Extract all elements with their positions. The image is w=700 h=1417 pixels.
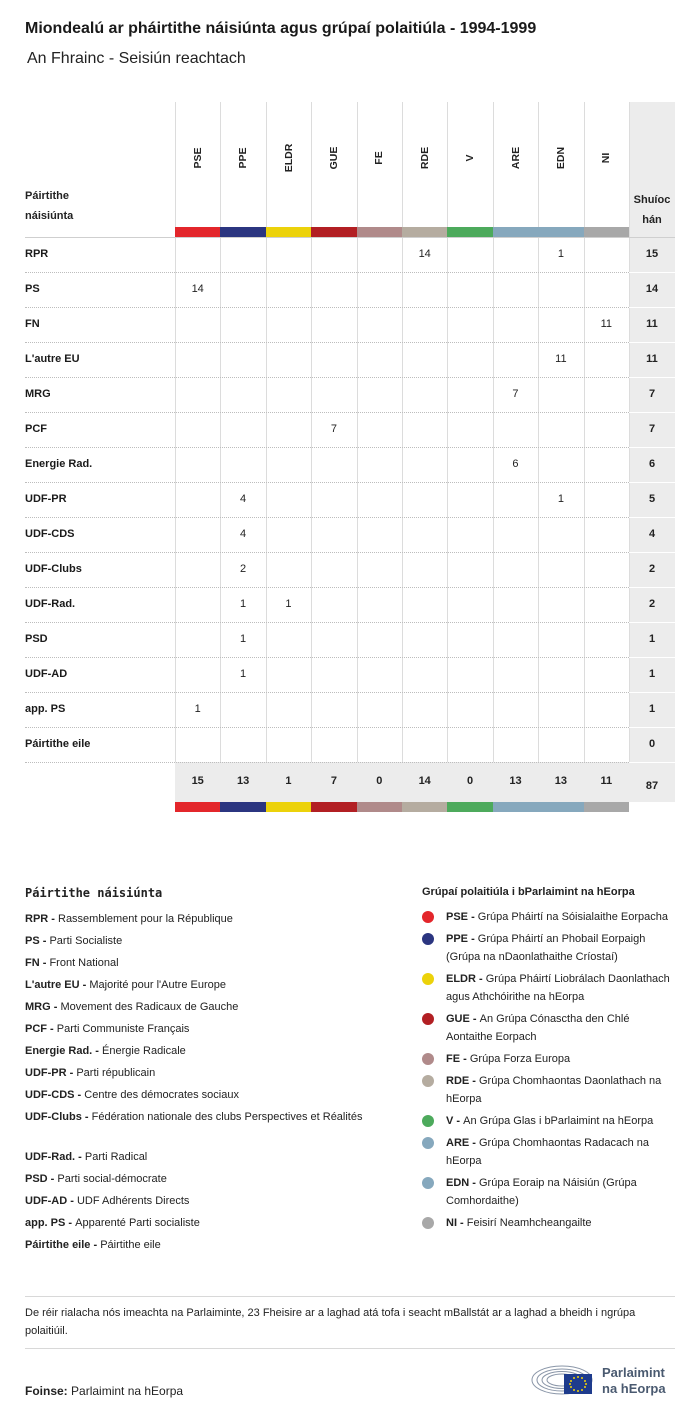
row-party-name: UDF-CDS [25, 528, 75, 540]
row-divider [25, 657, 629, 658]
party-legend-name: Fédération nationale des clubs Perspectives et Réalités [91, 1111, 363, 1123]
group-legend-name: Grúpa Chomhaontas Radacach na hEorpa [446, 1137, 649, 1167]
party-legend-item [25, 1170, 385, 1192]
party-legend-abbr: L'autre EU - [25, 979, 90, 991]
row-total: 2 [648, 598, 656, 610]
table-cell: 1 [240, 598, 247, 610]
row-divider [25, 377, 629, 378]
row-divider [25, 552, 629, 553]
row-party-name: MRG [25, 388, 51, 400]
group-legend-item [422, 930, 677, 966]
column-header-v: V [464, 154, 477, 162]
group-color-bar-bottom [493, 802, 538, 812]
group-legend-text [446, 1134, 677, 1170]
row-total: 2 [648, 563, 656, 575]
column-divider [493, 102, 494, 762]
seats-header-line: Shuíoc [633, 194, 671, 206]
row-divider [629, 552, 675, 553]
party-legend-abbr: PSD - [25, 1173, 58, 1185]
column-header-ni: NI [600, 152, 613, 164]
column-divider [584, 102, 585, 762]
group-legend-name: Grúpa Pháirtí Liobrálach Daonlathach agus Athchóirithe na hEorpa [446, 973, 670, 1003]
row-divider [25, 447, 629, 448]
group-color-bar-bottom [220, 802, 265, 812]
group-total: 11 [600, 775, 613, 787]
group-legend-abbr: RDE - [446, 1075, 479, 1087]
row-party-name: UDF-Rad. [25, 598, 76, 610]
table-cell: 7 [330, 423, 337, 435]
page-title: Miondealú ar pháirtithe náisiúnta agus grúpaí polaitiúla - 1994-1999 [25, 20, 537, 37]
table-cell: 4 [240, 528, 247, 540]
row-divider [629, 517, 675, 518]
row-total: 15 [645, 248, 659, 260]
seats-header [629, 190, 675, 230]
row-total: 0 [648, 738, 656, 750]
group-legend-name: Grúpa Forza Europa [469, 1053, 571, 1065]
row-party-name: UDF-AD [25, 668, 68, 680]
row-party-name: FN [25, 318, 40, 330]
group-color-bar [175, 227, 220, 237]
group-legend-name: Grúpa Eoraip na Náisiún (Grúpa Comhordaithe) [446, 1177, 637, 1207]
row-divider [629, 307, 675, 308]
column-divider [357, 102, 358, 762]
party-legend-name: Front National [49, 957, 119, 969]
group-legend-text [446, 1112, 653, 1130]
group-legend-text [446, 970, 677, 1006]
table-cell: 7 [512, 388, 519, 400]
party-legend-abbr: UDF-Rad. - [25, 1151, 85, 1163]
row-total: 1 [648, 633, 656, 645]
divider [25, 1348, 675, 1349]
table-cell: 1 [557, 493, 564, 505]
column-divider [220, 102, 221, 762]
group-legend-name: Feisirí Neamhcheangailte [466, 1217, 592, 1229]
group-legend-text [446, 908, 668, 926]
group-total: 15 [191, 775, 204, 787]
group-legend-item [422, 1072, 677, 1108]
group-legend-text [446, 1050, 570, 1068]
group-legend-item [422, 1214, 677, 1232]
row-party-name: PSD [25, 633, 48, 645]
column-divider [175, 102, 176, 762]
party-legend [25, 886, 385, 1258]
source [25, 1384, 183, 1398]
party-legend-abbr: Energie Rad. - [25, 1045, 103, 1057]
group-color-dot-icon [422, 933, 434, 945]
party-legend-name: Rassemblement pour la République [58, 913, 233, 925]
group-color-dot-icon [422, 911, 434, 923]
row-party-name: PCF [25, 423, 47, 435]
row-divider [629, 622, 675, 623]
group-legend-abbr: PSE - [446, 911, 478, 923]
group-color-bar-bottom [402, 802, 447, 812]
party-legend-name: Parti Radical [84, 1151, 148, 1163]
party-legend-name: Parti républicain [76, 1067, 156, 1079]
party-legend-name: Apparenté Parti socialiste [75, 1217, 200, 1229]
group-legend-abbr: ELDR - [446, 973, 486, 985]
group-color-dot-icon [422, 1217, 434, 1229]
row-divider [25, 587, 629, 588]
group-legend-abbr: GUE - [446, 1013, 480, 1025]
group-legend-abbr: FE - [446, 1053, 470, 1065]
group-total: 1 [285, 775, 292, 787]
group-legend-name: Grúpa Chomhaontas Daonlathach na hEorpa [446, 1075, 662, 1105]
group-color-bar [266, 227, 311, 237]
column-header-ppe: PPE [237, 147, 250, 169]
footnote: De réir rialacha nós imeachta na Parlaiminte, 23 Fheisire ar a laghad atá tofa i seacht mBallstát ar a laghad a bheidh i ngrúpa polaitiúil. [25, 1307, 636, 1337]
party-legend-item [25, 1192, 385, 1214]
group-legend-item [422, 1010, 677, 1046]
party-legend-item [25, 910, 385, 932]
party-legend-title: Páirtithe náisiúnta [25, 886, 163, 900]
party-legend-item [25, 976, 385, 998]
group-color-bar-bottom [266, 802, 311, 812]
row-party-name: app. PS [25, 703, 66, 715]
group-color-dot-icon [422, 1013, 434, 1025]
group-color-bar [447, 227, 492, 237]
group-legend-name: An Grúpa Glas i bParlaimint na hEorpa [463, 1115, 654, 1127]
column-header-pse: PSE [191, 147, 204, 169]
row-party-name: Energie Rad. [25, 458, 93, 470]
group-legend-text [446, 1214, 592, 1232]
row-total: 11 [646, 318, 658, 330]
party-legend-name: Énergie Radicale [102, 1045, 186, 1057]
party-legend-abbr: UDF-PR - [25, 1067, 77, 1079]
party-legend-list [25, 910, 385, 1258]
group-legend-abbr: PPE - [446, 933, 478, 945]
row-divider [25, 272, 629, 273]
party-legend-abbr: UDF-CDS - [25, 1089, 85, 1101]
group-color-bar [357, 227, 402, 237]
group-legend-item [422, 1112, 677, 1130]
row-total: 11 [646, 353, 658, 365]
group-legend-item [422, 1174, 677, 1210]
party-legend-name: Parti social-démocrate [57, 1173, 167, 1185]
group-color-bar-bottom [175, 802, 220, 812]
row-divider [629, 762, 675, 763]
party-legend-item [25, 1108, 385, 1148]
group-legend-item [422, 970, 677, 1006]
row-party-name: RPR [25, 248, 49, 260]
column-header-edn: EDN [554, 146, 567, 170]
party-legend-name: Majorité pour l'Autre Europe [89, 979, 226, 991]
row-party-name: UDF-Clubs [25, 563, 82, 575]
logo-line-1: Parlaimint [602, 1365, 665, 1380]
group-legend-text [446, 1010, 677, 1046]
row-divider [25, 412, 629, 413]
page-subtitle: An Fhrainc - Seisiún reachtach [27, 50, 246, 67]
party-legend-item [25, 1020, 385, 1042]
row-divider [25, 727, 629, 728]
column-header-gue: GUE [327, 146, 340, 170]
table-cell: 11 [555, 353, 567, 365]
seats-header-line: hán [642, 214, 662, 226]
row-header-label: Páirtithe náisiúnta [25, 190, 74, 222]
group-legend-title: Grúpaí polaitiúla i bParlaimint na hEorpa [422, 886, 635, 898]
row-total: 14 [645, 283, 659, 295]
row-divider [629, 447, 675, 448]
group-legend-name: Grúpa Pháirtí na Sóisialaithe Eorpacha [477, 911, 668, 923]
group-legend-abbr: EDN - [446, 1177, 479, 1189]
group-legend-text [446, 1072, 677, 1108]
row-divider [629, 692, 675, 693]
table-cell: 6 [512, 458, 519, 470]
party-legend-name: Centre des démocrates sociaux [84, 1089, 239, 1101]
party-legend-abbr: PCF - [25, 1023, 57, 1035]
row-divider [25, 342, 629, 343]
group-color-bar [311, 227, 356, 237]
logo-text [602, 1365, 666, 1397]
table-cell: 11 [600, 318, 612, 330]
row-divider [629, 377, 675, 378]
party-legend-item [25, 1086, 385, 1108]
grand-total: 87 [645, 780, 659, 792]
row-divider [629, 482, 675, 483]
group-legend-list [422, 908, 677, 1232]
table-cell: 1 [240, 668, 247, 680]
row-total: 7 [648, 423, 656, 435]
table-cell: 4 [240, 493, 247, 505]
table-cell: 1 [557, 248, 564, 260]
row-divider [25, 307, 629, 308]
row-divider [25, 517, 629, 518]
party-legend-item [25, 1148, 385, 1170]
group-color-dot-icon [422, 1053, 434, 1065]
logo-line-2: na hEorpa [602, 1381, 666, 1396]
row-divider [25, 762, 629, 763]
group-legend-abbr: V - [446, 1115, 464, 1127]
group-color-bar [584, 227, 629, 237]
group-total: 14 [418, 775, 431, 787]
row-divider [629, 657, 675, 658]
group-legend-name: Grúpa Pháirtí an Phobail Eorpaigh (Grúpa na nDaonlathaithe Críostaí) [446, 933, 646, 963]
row-party-name: Páirtithe eile [25, 738, 91, 750]
group-color-bar-bottom [311, 802, 356, 812]
group-color-dot-icon [422, 1075, 434, 1087]
party-legend-abbr: UDF-Clubs - [25, 1111, 92, 1123]
party-legend-name: Parti Socialiste [49, 935, 123, 947]
group-total: 0 [376, 775, 383, 787]
group-total: 13 [236, 775, 250, 787]
row-party-name: UDF-PR [25, 493, 67, 505]
party-legend-abbr: RPR - [25, 913, 58, 925]
group-legend-item [422, 1050, 677, 1068]
party-legend-item [25, 932, 385, 954]
party-legend-abbr: app. PS - [25, 1217, 76, 1229]
row-divider [629, 272, 675, 273]
group-legend-item [422, 908, 677, 926]
group-legend-abbr: ARE - [446, 1137, 479, 1149]
row-total: 1 [648, 668, 656, 680]
column-divider [266, 102, 267, 762]
column-header-are: ARE [509, 146, 522, 170]
party-legend-item [25, 1214, 385, 1236]
group-color-bar [538, 227, 583, 237]
row-total: 7 [648, 388, 656, 400]
row-total: 1 [648, 703, 656, 715]
party-legend-abbr: Páirtithe eile - [25, 1239, 101, 1251]
row-divider [25, 482, 629, 483]
divider [25, 1296, 675, 1297]
party-legend-name: Movement des Radicaux de Gauche [60, 1001, 239, 1013]
party-legend-name: Páirtithe eile [100, 1239, 161, 1251]
row-divider [629, 342, 675, 343]
row-divider [629, 587, 675, 588]
party-legend-item [25, 998, 385, 1020]
party-legend-name: UDF Adhérents Directs [76, 1195, 190, 1207]
group-color-dot-icon [422, 1177, 434, 1189]
group-total: 7 [330, 775, 337, 787]
party-legend-abbr: FN - [25, 957, 50, 969]
group-color-bar-bottom [357, 802, 402, 812]
column-header-fe: FE [373, 151, 386, 165]
column-divider [402, 102, 403, 762]
party-legend-item [25, 1042, 385, 1064]
row-divider [629, 727, 675, 728]
column-header-rde: RDE [418, 146, 431, 170]
group-color-bar-bottom [584, 802, 629, 812]
group-legend-name: An Grúpa Cónasctha den Chlé Aontaithe Eorpach [446, 1013, 630, 1043]
party-legend-item [25, 1064, 385, 1086]
table-cell: 2 [240, 563, 247, 575]
group-color-dot-icon [422, 1115, 434, 1127]
group-color-bar [402, 227, 447, 237]
group-color-dot-icon [422, 973, 434, 985]
row-party-name: L'autre EU [25, 353, 80, 365]
row-divider [25, 237, 675, 238]
group-legend-item [422, 1134, 677, 1170]
row-party-name: PS [25, 283, 40, 295]
row-total: 6 [648, 458, 656, 470]
group-color-bar [220, 227, 265, 237]
party-legend-name: Parti Communiste Français [56, 1023, 190, 1035]
party-legend-abbr: PS - [25, 935, 50, 947]
row-total: 4 [648, 528, 656, 540]
group-legend-text [446, 1174, 677, 1210]
party-legend-item [25, 954, 385, 976]
party-legend-abbr: UDF-AD - [25, 1195, 77, 1207]
group-color-dot-icon [422, 1137, 434, 1149]
group-color-bar-bottom [538, 802, 583, 812]
group-total: 13 [554, 775, 567, 787]
table-cell: 14 [418, 248, 431, 260]
source-text: Parlaimint na hEorpa [71, 1384, 184, 1398]
party-legend-item [25, 1236, 385, 1258]
group-color-bar-bottom [447, 802, 492, 812]
group-total: 13 [509, 775, 522, 787]
row-total: 5 [648, 493, 656, 505]
party-legend-abbr: MRG - [25, 1001, 61, 1013]
table-cell: 1 [194, 703, 201, 715]
group-legend-abbr: NI - [446, 1217, 467, 1229]
column-divider [538, 102, 539, 762]
column-divider [447, 102, 448, 762]
column-header-eldr: ELDR [282, 143, 295, 173]
row-divider [25, 692, 629, 693]
table-cell: 1 [285, 598, 292, 610]
group-legend-text [446, 930, 677, 966]
table-cell: 14 [191, 283, 204, 295]
group-legend [422, 886, 677, 1236]
table-cell: 1 [240, 633, 247, 645]
row-divider [25, 622, 629, 623]
row-divider [629, 412, 675, 413]
source-label: Foinse: [25, 1384, 68, 1398]
group-total: 0 [467, 775, 474, 787]
group-color-bar [493, 227, 538, 237]
